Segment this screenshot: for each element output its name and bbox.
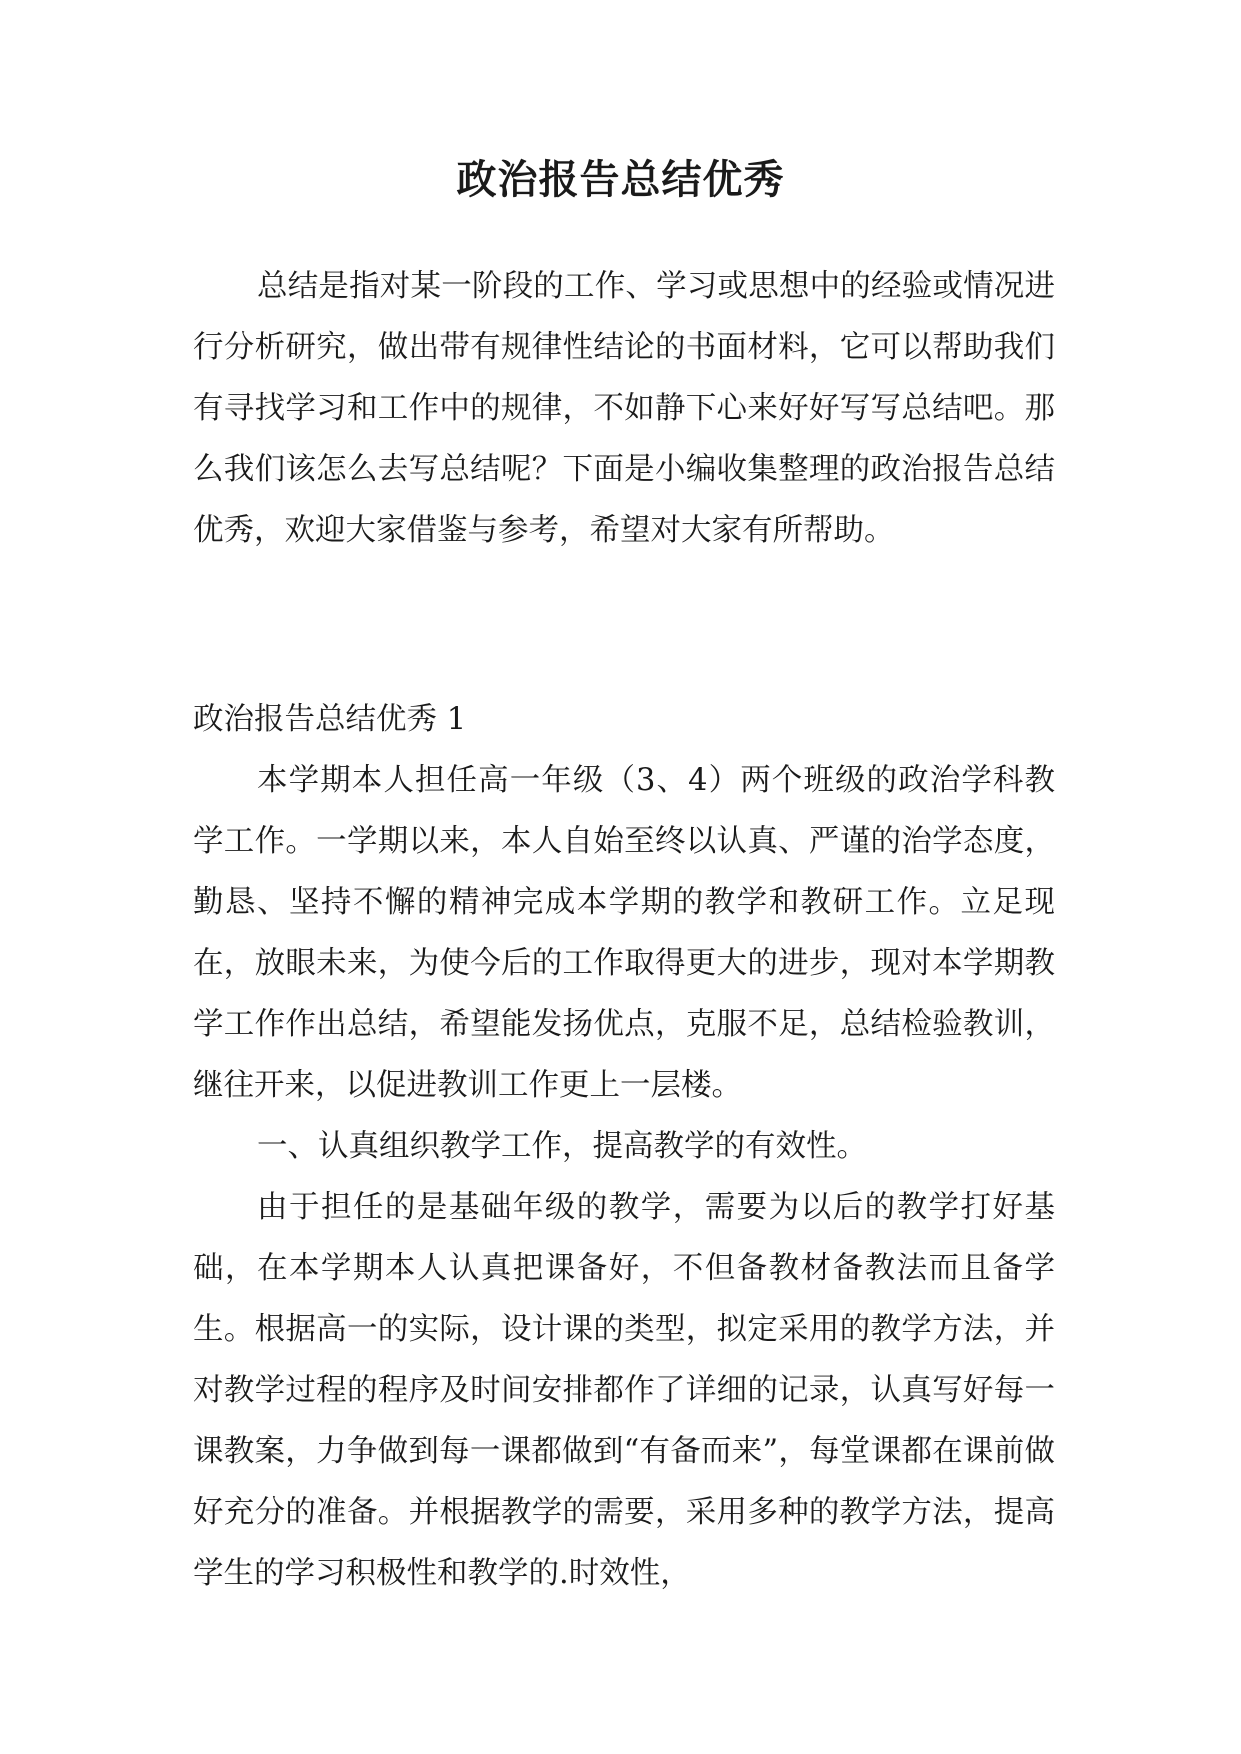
subheading-paragraph: 一、认真组织教学工作，提高教学的有效性。	[257, 1129, 867, 1164]
document-title: 政治报告总结优秀	[456, 157, 785, 203]
body-paragraph: 由于担任的是基础年级的教学，需要为以后的教学打好基础，在本学期本人认真把课备好，不但备教材备教法而且备学生。根据高一的实际，设计课的类型，拟定采用的教学方法，并对教学过程的程序及时间安排都作了详细的记录，认真写好每一课教案，力争做到每一课都做到“有备而来”，每堂课都在课前做好充分的准备。并根据教学的需要，采用多种的教学方法，提高学生的学习积极性和教学的.时效性，	[193, 1190, 1055, 1591]
intro-paragraph: 总结是指对某一阶段的工作、学习或思想中的经验或情况进行分析研究，做出带有规律性结论的书面材料，它可以帮助我们有寻找学习和工作中的规律，不如静下心来好好写写总结吧。那么我们该怎么去写总结呢？下面是小编收集整理的政治报告总结优秀，欢迎大家借鉴与参考，希望对大家有所帮助。	[193, 269, 1055, 548]
body-paragraph: 本学期本人担任高一年级（3、4）两个班级的政治学科教学工作。一学期以来，本人自始至终以认真、严谨的治学态度，勤恳、坚持不懈的精神完成本学期的教学和教研工作。立足现在，放眼未来，为使今后的工作取得更大的进步，现对本学期教学工作作出总结，希望能发扬优点，克服不足，总结检验教训，继往开来，以促进教训工作更上一层楼。	[193, 763, 1055, 1103]
section-1	[193, 689, 1055, 1604]
section-heading: 政治报告总结优秀 1	[193, 702, 467, 737]
